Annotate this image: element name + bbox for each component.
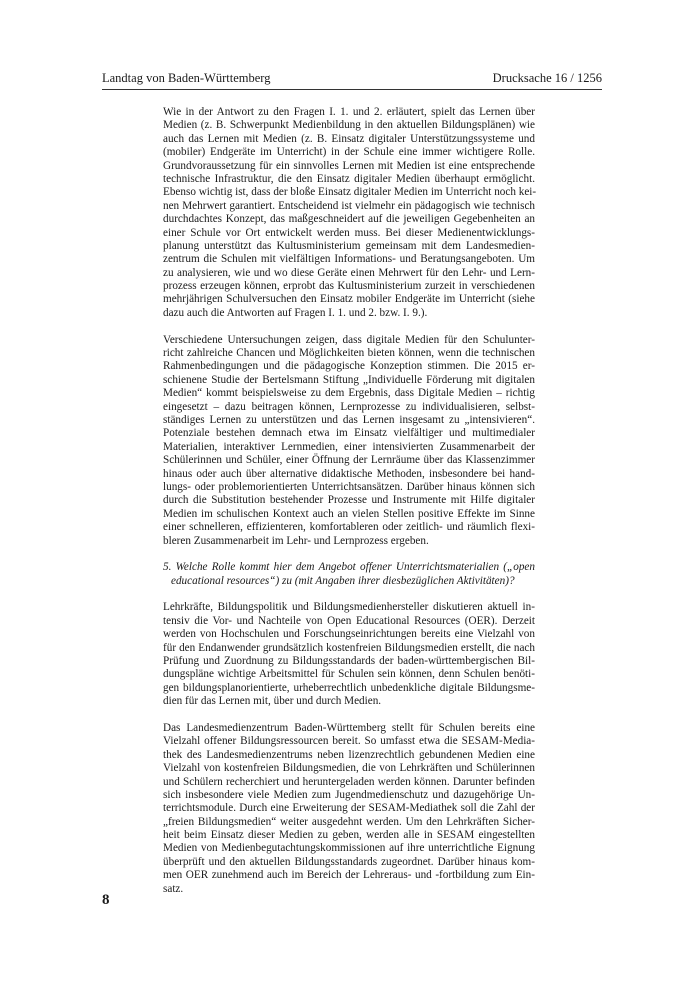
paragraph-1	[163, 106, 535, 320]
text-line: lungs- oder problemorientierten Unterrichtsansätzen. Darüber hinaus können sich	[163, 480, 535, 493]
text-line: Rahmenbedingungen und die pädagogische Konzeption stimmen. Die 2015 er-	[163, 360, 535, 373]
paragraph-gap	[163, 588, 535, 601]
text-line: gen bildungsplanorientierte, urheberrechtlich unbedenkliche digitale Bildungsme-	[163, 681, 535, 694]
text-line: Schülerinnen und Schüler, einer Öffnung der Lernräume über das Klassenzimmer	[163, 454, 535, 467]
text-line: planung unterstützt das Kultusministerium gemeinsam mit dem Landesmedien-	[163, 239, 535, 252]
header-document-number: Drucksache 16 / 1256	[492, 71, 602, 85]
text-line: nen Mehrwert garantiert. Entscheidend ist vielmehr ein pädagogisch wie technisch	[163, 199, 535, 212]
text-line: durchdachtes Konzept, das maßgeschneidert auf die jeweiligen Gegebenheiten an	[163, 213, 535, 226]
question-line: educational resources“) zu (mit Angaben ihrer diesbezüglichen Aktivitäten)?	[171, 574, 515, 587]
text-line: eingesetzt – dazu beitragen können, Lernprozesse zu individualisieren, selbst-	[163, 400, 535, 413]
text-line: Wie in der Antwort zu den Fragen I. 1. und 2. erläutert, spielt das Lernen über	[163, 106, 535, 118]
text-line: Grundvoraussetzung für ein sinnvolles Lernen mit Medien ist eine entsprechende	[163, 159, 535, 172]
document-body	[163, 106, 535, 896]
text-line: Medien (z. B. Schwerpunkt Medienbildung in den aktuellen Bildungsplänen) wie	[163, 119, 535, 132]
header-rule	[102, 89, 602, 90]
text-line: einer schnelleren, effizienteren, komfortableren oder zeitlich- und räumlich flexi-	[163, 521, 535, 534]
text-line: „freien Bildungsmedien“ weiter ausgedehnt werden. Um den Lehrkräften Sicher-	[163, 815, 535, 828]
question-5	[163, 561, 535, 588]
text-line: Ebenso wichtig ist, dass der bloße Einsatz digitaler Medien im Unterricht noch kei-	[163, 186, 537, 199]
text-line: mehrjährigen Schulversuchen den Einsatz mobiler Endgeräte im Unterricht (siehe	[163, 293, 535, 306]
text-line: Vielzahl offener Bildungsressourcen bereit. So umfasst etwa die SESAM-Media-	[163, 735, 535, 748]
text-line: ständiges Lernen zu unterstützen und das Lernen insgesamt zu „intensivieren“.	[163, 413, 535, 426]
question-line: 5. Welche Rolle kommt hier dem Angebot offener Unterrichtsmaterialien („open	[163, 561, 535, 574]
text-line: Das Landesmedienzentrum Baden-Württemberg stellt für Schulen bereits eine	[163, 721, 535, 734]
text-line: hinaus oder auch über alternative didaktische Methoden, insbesondere bei hand-	[163, 467, 535, 480]
text-line: heit beim Einsatz dieser Medien zu geben, werden alle in SESAM eingestellten	[163, 829, 535, 842]
paragraph-gap	[163, 320, 535, 333]
text-line: dazu auch die Antworten auf Fragen I. 1. und 2. bzw. I. 9.).	[163, 306, 428, 319]
header-publisher: Landtag von Baden-Württemberg	[102, 71, 271, 85]
text-line: auch das Lernen mit Medien (z. B. Einsatz digitaler Unterstützungssysteme und	[163, 132, 535, 145]
text-line: zentrum die Schulen mit vielfältigen Informations- und Beratungsangeboten. Um	[163, 253, 535, 266]
text-line: zu analysieren, wie und wo diese Geräte einen Mehrwert für den Lehr- und Lern-	[163, 266, 535, 279]
text-line: einer Schule vor Ort entwickelt werden muss. Bei dieser Medienentwicklungs-	[163, 226, 535, 239]
text-line: Materialien, interaktiver Lernmedien, einer intensivierten Zusammenarbeit der	[163, 440, 535, 453]
text-line: werden von Hochschulen und Forschungseinrichtungen bereits eine Vielzahl von	[163, 628, 535, 641]
text-line: schienene Studie der Bertelsmann Stiftung „Individuelle Förderung mit digitalen	[163, 373, 535, 386]
text-line: Verschiedene Untersuchungen zeigen, dass digitale Medien für den Schulunter-	[163, 333, 535, 346]
text-line: men OER zunehmend auch im Bereich der Lehreraus- und -fortbildung zum Ein-	[163, 869, 535, 882]
text-line: Medien von Medienbegutachtungskommissionen auf ihre unterrichtliche Eignung	[163, 842, 535, 855]
paragraph-2	[163, 334, 535, 548]
text-line: terrichtsmodule. Durch eine Erweiterung der SESAM-Mediathek soll die Zahl der	[163, 802, 535, 815]
text-line: Medien im schulischen Kontext auch an vielen Stellen positive Effekte im Sinne	[163, 507, 535, 520]
text-line: durch die Substitution bestehender Prozesse und Instrumente mit Hilfe digitaler	[163, 494, 535, 507]
page-number: 8	[102, 892, 110, 908]
text-line: dungspläne wichtige Arbeitsmittel für Schulen sein können, denn Schulen benöti-	[163, 668, 535, 681]
text-line: sich insbesondere viele Medien zum Jugendmedienschutz und dazugehörige Un-	[163, 788, 535, 801]
text-line: satz.	[163, 882, 184, 895]
text-line: Medien“ kommt beispielsweise zu dem Ergebnis, dass Digitale Medien – richtig	[163, 387, 535, 400]
text-line: für den Endanwender grundsätzlich kostenfreien Bildungsmedien erstellt, die nach	[163, 641, 535, 654]
text-line: (mobiler) Endgeräte im Unterricht) in der Schule eine immer wichtigere Rolle.	[163, 146, 535, 159]
text-line: richt zahlreiche Chancen und Möglichkeiten bieten können, wenn die technischen	[163, 347, 535, 360]
text-line: und Schülern recherchiert und heruntergeladen werden können. Darunter befinden	[163, 775, 535, 788]
text-line: Vielzahl von kostenfreien Bildungsmedien, die von Lehrkräften und Schülerinnen	[163, 762, 535, 775]
text-line: tensiv die Vor- und Nachteile von Open Educational Resources (OER). Derzeit	[163, 614, 535, 627]
text-line: bleren Zusammenarbeit im Lehr- und Lernprozess ergeben.	[163, 534, 429, 547]
text-line: dien für das Lernen mit, über und durch Medien.	[163, 695, 382, 708]
paragraph-3	[163, 601, 535, 708]
text-line: überprüft und den aktuellen Bildungsstandards zugeordnet. Darüber hinaus kom-	[163, 855, 535, 868]
text-line: Lehrkräfte, Bildungspolitik und Bildungsmedienhersteller diskutieren aktuell in-	[163, 601, 535, 614]
text-line: Prüfung und Zuordnung zu Bildungsstandards der baden-württembergischen Bil-	[163, 655, 535, 668]
paragraph-4	[163, 722, 535, 896]
paragraph-gap	[163, 709, 535, 722]
paragraph-gap	[163, 548, 535, 561]
text-line: thek des Landesmedienzentrums neben lizenzrechtlich gebundenen Medien eine	[163, 748, 535, 761]
text-line: Potenziale bestehen demnach etwa im Einsatz vielfältiger und multimedialer	[163, 427, 535, 440]
text-line: prozess erzeugen können, erprobt das Kultusministerium zurzeit in verschiedenen	[163, 280, 535, 293]
text-line: technische Infrastruktur, die den Einsatz digitaler Medien überhaupt ermöglicht.	[163, 172, 535, 185]
